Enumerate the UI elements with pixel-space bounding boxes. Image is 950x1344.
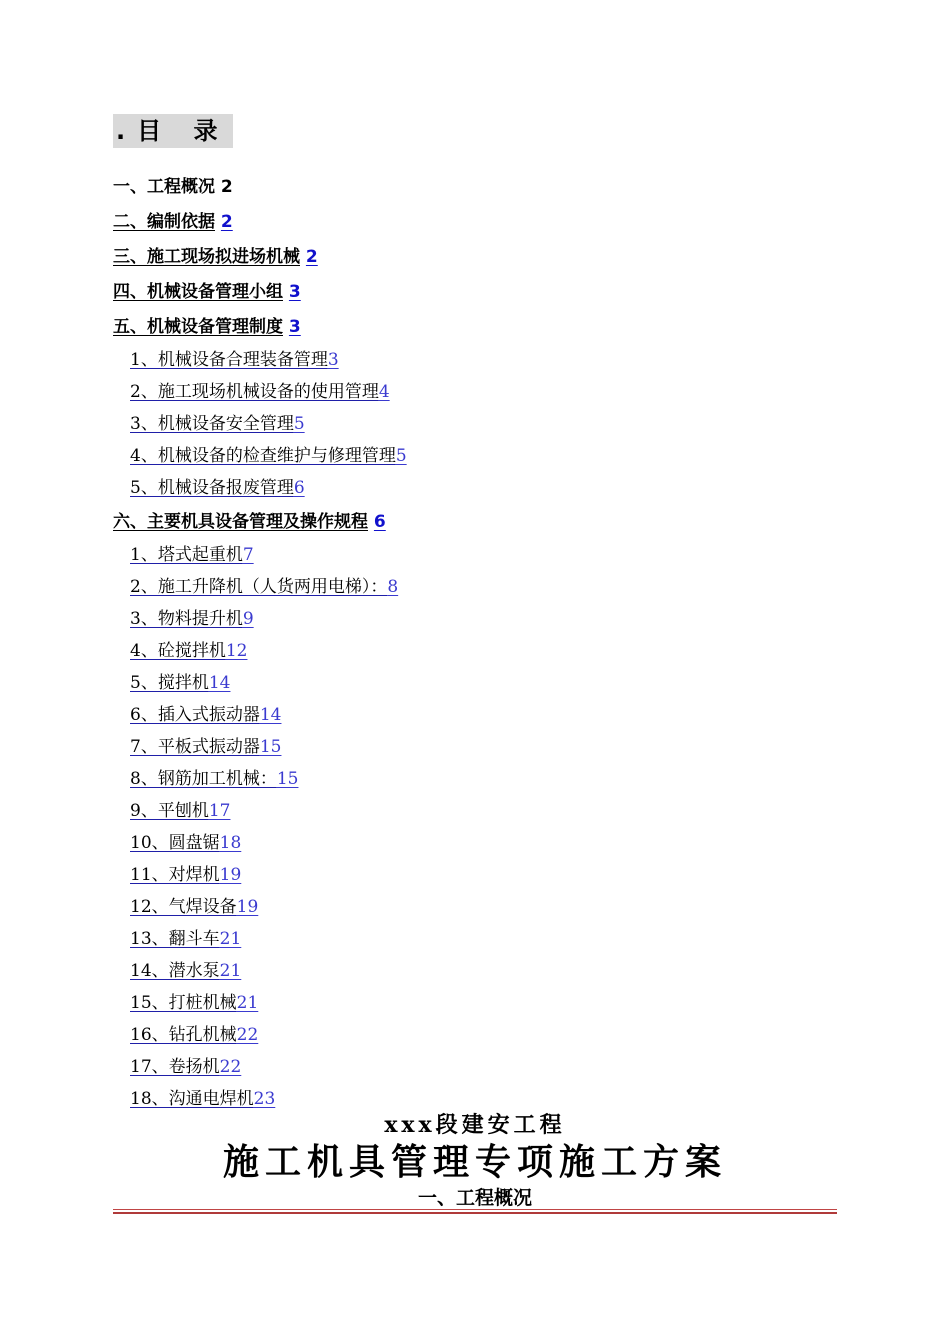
section-heading: 一、工程概况 bbox=[417, 1187, 532, 1209]
toc-entry-page: 12 bbox=[225, 641, 248, 661]
toc-entry[interactable] bbox=[113, 211, 233, 233]
document-title: 施工机具管理专项施工方案 bbox=[222, 1141, 727, 1183]
toc-entry[interactable] bbox=[130, 960, 241, 982]
toc-entry-title: 2、施工现场机械设备的使用管理 bbox=[130, 382, 379, 402]
toc-entry-page: 8 bbox=[387, 577, 399, 597]
toc-entry-title: 12、气焊设备 bbox=[130, 897, 237, 917]
toc-entry[interactable] bbox=[130, 832, 241, 854]
toc-entry[interactable] bbox=[130, 477, 305, 499]
toc-entry-page: 2 bbox=[220, 212, 233, 232]
toc-entry-title: 4、机械设备的检查维护与修理管理 bbox=[130, 446, 396, 466]
toc-entry[interactable] bbox=[130, 672, 230, 694]
toc-entry-page: 3 bbox=[327, 350, 339, 370]
toc-entry-title: 1、塔式起重机 bbox=[130, 545, 243, 565]
toc-entry-page: 7 bbox=[242, 545, 254, 565]
toc-entry[interactable] bbox=[113, 281, 301, 303]
toc-entry[interactable] bbox=[130, 704, 281, 726]
toc-entry-page: 21 bbox=[219, 929, 242, 949]
toc-entry-title: 5、机械设备报废管理 bbox=[130, 478, 294, 498]
toc-entry-page: 6 bbox=[373, 512, 386, 532]
toc-entry-page: 9 bbox=[242, 609, 254, 629]
toc-entry-title: 4、砼搅拌机 bbox=[130, 641, 226, 661]
toc-entry-page: 14 bbox=[259, 705, 282, 725]
toc-entry-page: 19 bbox=[236, 897, 259, 917]
toc-entry-title: 三、施工现场拟进场机械 bbox=[113, 247, 300, 267]
toc-entry-page: 23 bbox=[253, 1089, 276, 1109]
toc-entry[interactable] bbox=[130, 864, 241, 886]
toc-entry-page: 22 bbox=[219, 1057, 242, 1077]
toc-heading: .目 录 bbox=[113, 114, 233, 148]
toc-entry-title: 1、机械设备合理装备管理 bbox=[130, 350, 328, 370]
toc-entry-page: 5 bbox=[293, 414, 305, 434]
toc-entry-title: 2、施工升降机（人货两用电梯）： bbox=[130, 577, 388, 597]
toc-entry[interactable] bbox=[130, 1088, 275, 1110]
toc-entry-page: 22 bbox=[236, 1025, 259, 1045]
toc-entry-page: 17 bbox=[208, 801, 231, 821]
toc-entry[interactable] bbox=[130, 896, 258, 918]
toc-entry[interactable] bbox=[130, 608, 254, 630]
toc-entry-title: 13、翻斗车 bbox=[130, 929, 220, 949]
toc-entry-title: 17、卷扬机 bbox=[130, 1057, 220, 1077]
toc-entry[interactable] bbox=[130, 768, 298, 790]
toc-entry-page: 6 bbox=[293, 478, 305, 498]
toc-entry-title: 二、编制依据 bbox=[113, 212, 215, 232]
toc-entry-page: 15 bbox=[276, 769, 299, 789]
toc-entry-title: 四、机械设备管理小组 bbox=[113, 282, 283, 302]
toc-entry-title: 3、物料提升机 bbox=[130, 609, 243, 629]
toc-entry[interactable] bbox=[113, 176, 233, 198]
toc-entry-page: 15 bbox=[259, 737, 282, 757]
toc-entry[interactable] bbox=[130, 445, 407, 467]
toc-entry-title: 6、插入式振动器 bbox=[130, 705, 260, 725]
toc-entry-title: 14、潜水泵 bbox=[130, 961, 220, 981]
toc-entry-title: 11、对焊机 bbox=[130, 865, 220, 885]
header-rule-thick bbox=[113, 1212, 837, 1214]
toc-entry-page: 4 bbox=[378, 382, 390, 402]
toc-entry-title: 五、机械设备管理制度 bbox=[113, 317, 283, 337]
header-rule-thin bbox=[113, 1209, 837, 1210]
toc-entry-title: 9、平刨机 bbox=[130, 801, 209, 821]
toc-entry-page: 3 bbox=[288, 282, 301, 302]
toc-entry-title: 15、打桩机械 bbox=[130, 993, 237, 1013]
toc-entry-page: 21 bbox=[219, 961, 242, 981]
toc-entry[interactable] bbox=[130, 381, 390, 403]
toc-entry[interactable] bbox=[113, 511, 386, 533]
toc-entry-title: 一、工程概况 bbox=[113, 177, 215, 197]
toc-entry[interactable] bbox=[130, 413, 305, 435]
toc-entry-page: 18 bbox=[219, 833, 242, 853]
toc-entry-page: 19 bbox=[219, 865, 242, 885]
toc-entry[interactable] bbox=[130, 928, 241, 950]
toc-entry-page: 5 bbox=[395, 446, 407, 466]
toc-entry[interactable] bbox=[113, 316, 301, 338]
toc-entry[interactable] bbox=[130, 1056, 241, 1078]
toc-entry[interactable] bbox=[130, 640, 247, 662]
project-subtitle: xxx段建安工程 bbox=[384, 1112, 566, 1138]
toc-entry-title: 3、机械设备安全管理 bbox=[130, 414, 294, 434]
toc-entry-page: 2 bbox=[305, 247, 318, 267]
toc-entry-title: 16、钻孔机械 bbox=[130, 1025, 237, 1045]
toc-entry[interactable] bbox=[130, 1024, 258, 1046]
toc-entry[interactable] bbox=[130, 800, 230, 822]
toc-entry-page: 14 bbox=[208, 673, 231, 693]
toc-entry[interactable] bbox=[130, 576, 398, 598]
toc-entry[interactable] bbox=[130, 736, 281, 758]
toc-entry-title: 8、钢筋加工机械： bbox=[130, 769, 277, 789]
toc-entry-title: 10、圆盘锯 bbox=[130, 833, 220, 853]
toc-entry[interactable] bbox=[130, 544, 254, 566]
toc-entry-title: 5、搅拌机 bbox=[130, 673, 209, 693]
toc-entry-title: 六、主要机具设备管理及操作规程 bbox=[113, 512, 368, 532]
toc-entry-title: 7、平板式振动器 bbox=[130, 737, 260, 757]
toc-entry-page: 2 bbox=[220, 177, 233, 197]
toc-entry[interactable] bbox=[113, 246, 318, 268]
toc-entry[interactable] bbox=[130, 992, 258, 1014]
toc-entry-page: 21 bbox=[236, 993, 259, 1013]
toc-entry-page: 3 bbox=[288, 317, 301, 337]
toc-entry-title: 18、沟通电焊机 bbox=[130, 1089, 254, 1109]
toc-entry[interactable] bbox=[130, 349, 339, 371]
